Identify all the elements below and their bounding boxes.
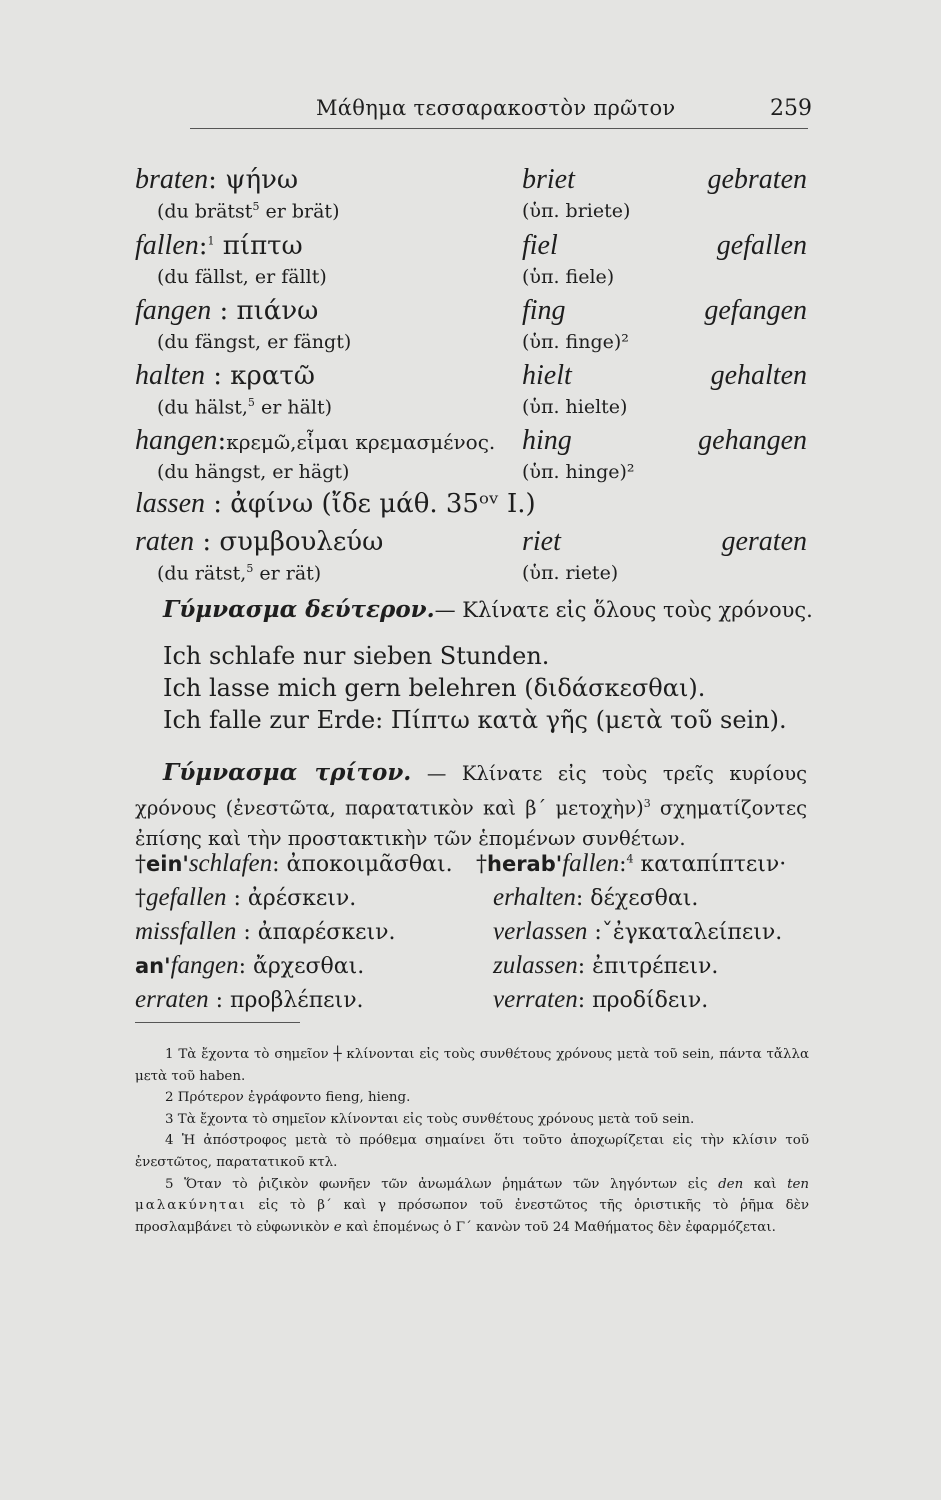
footnote: 2 Πρότερον ἐγράφοντο fieng, hieng. [165,1090,411,1106]
verb-meaning: πιάνω [228,296,319,326]
footnote: 5 Ὅταν τὸ ῥιζικὸν φωνῆεν τῶν ἀνωμάλων ῥημάτων τῶν ληγόντων εἰς den καὶ ten μαλακύνηται εἰς τὸ β΄ καὶ γ πρόσωπον τοῦ ἐνεστῶτος τῆς ὁριστικῆς τὸ ῥῆμα δὲν προσλαμβάνει τὸ εὐφωνικὸν e καὶ ἑπομένως ὁ Γ΄ κανὼν τοῦ 24 Μαθήματος δὲν ἐφαρμόζεται. [135,1176,809,1235]
footnote: 1 Τὰ ἔχοντα τὸ σημεῖον ┼ κλίνονται εἰς τοὺς συνθέτους χρόνους μετὰ τοῦ sein, πάντα τἄλλα μετὰ τοῦ haben. [135,1047,809,1084]
verb-subjunctive-note: (ὑπ. hielte) [522,396,628,418]
verb-meaning: ἀφίνω (ἴδε μάθ. 35ᵒᵛ I.) [222,489,536,519]
verb-infinitive-entry: raten : συμβουλεύω [135,526,384,557]
verb-infinitive: fangen [135,295,212,326]
verb-participle: gefallen [716,230,807,261]
verb-subjunctive-note: (ὑπ. fiele) [522,266,615,288]
verb-past: fiel [522,230,558,261]
compound-verb: verlassen :ˇἐγκαταλείπειν. [493,918,783,945]
footnote: 3 Τὰ ἔχοντα τὸ σημεῖον κλίνονται εἰς τοὺς συνθέτους χρόνους μετὰ τοῦ sein. [165,1111,695,1127]
exercise-3-heading: Γύμνασμα τρίτον. [163,759,412,786]
compound-verb: erraten : προβλέπειν. [135,986,364,1013]
running-header-title: Μάθημα τεσσαρακοστὸν πρῶτον [316,96,676,120]
verb-participle: geraten [721,526,807,557]
verb-meaning: ψήνω [216,165,299,195]
page-number: 259 [770,96,812,121]
verb-infinitive: halten [135,360,205,391]
verb-subjunctive-note: (ὑπ. briete) [522,200,631,222]
verb-subjunctive-note: (ὑπ. hinge)² [522,461,635,483]
header-divider [190,128,808,129]
verb-participle: gebraten [707,164,807,195]
compound-verb: †ein'schlafen: ἀποκοιμᾶσθαι. [135,850,453,877]
verb-infinitive-entry: fallen:$^1$ πίπτω [135,230,303,261]
verb-participle: gefangen [704,295,807,326]
compound-verb: an'fangen: ἄρχεσθαι. [135,952,365,979]
footnote: 4 Ἡ ἀπόστροφος μετὰ τὸ πρόθεμα σημαίνει ὅτι τοῦτο ἀποχωρίζεται εἰς τὴν κλίσιν τοῦ ἐνεστῶτος, παρατατικοῦ κτλ. [135,1133,809,1170]
verb-conjugation-note: (du brätst$^5$ er brät) [157,200,340,223]
verb-participle: gehalten [710,360,807,391]
exercise-sentence: Ich lasse mich gern belehren (διδάσκεσθαι). [163,674,706,702]
verb-subjunctive-note: (ὑπ. riete) [522,562,619,584]
verb-past: fing [522,295,566,326]
verb-infinitive: braten [135,164,209,195]
compound-verb: zulassen: ἐπιτρέπειν. [493,952,719,979]
verb-past: hing [522,425,572,456]
verb-conjugation-note: (du fängst, er fängt) [157,331,352,353]
verb-meaning: κρεμῶ,εἶμαι κρεμασμένος. [226,430,496,454]
verb-infinitive-entry: fangen : πιάνω [135,295,319,326]
footnote-divider [135,1022,300,1023]
verb-subjunctive-note: (ὑπ. finge)² [522,331,629,353]
verb-infinitive-entry: braten: ψήνω [135,164,299,195]
verb-infinitive: raten [135,526,195,557]
compound-verb: verraten: προδίδειν. [493,986,709,1013]
verb-infinitive: lassen [135,488,205,519]
verb-past: hielt [522,360,572,391]
verb-meaning: συμβουλεύω [211,527,384,557]
exercise-2-heading: Γύμνασμα δεύτερον.— Κλίνατε εἰς ὅλους τοὺς χρόνους. [163,596,813,623]
compound-verb: missfallen : ἀπαρέσκειν. [135,918,396,945]
verb-meaning: πίπτω [214,231,303,261]
verb-infinitive-entry: lassen : ἀφίνω (ἴδε μάθ. 35ᵒᵛ I.) [135,488,536,519]
verb-conjugation-note: (du hälst,$^5$ er hält) [157,396,333,419]
compound-verb: erhalten: δέχεσθαι. [493,884,699,911]
exercise-sentence: Ich falle zur Erde: Πίπτω κατὰ γῆς (μετὰ τοῦ sein). [163,706,787,734]
footnotes [135,1044,809,1238]
exercise-3-paragraph: Γύμνασμα τρίτον. — Κλίνατε εἰς τοὺς τρεῖς κυρίους χρόνους (ἐνεστῶτα, παρατατικὸν καὶ β΄ μετοχὴν)$^3$ σχηματίζοντες ἐπίσης καὶ τὴν προστακτικὴν τῶν ἑπομένων συνθέτων. [135,759,807,850]
compound-verb: †herab'fallen:$^4$ καταπίπτειν· [476,850,787,877]
verb-conjugation-note: (du fällst, er fällt) [157,266,327,288]
verb-conjugation-note: (du hängst, er hägt) [157,461,350,483]
verb-infinitive: fallen [135,230,199,261]
compound-verb: †gefallen : ἀρέσκειν. [135,884,357,911]
verb-infinitive-entry: halten : κρατῶ [135,360,315,391]
verb-past: briet [522,164,575,195]
verb-conjugation-note: (du rätst,$^5$ er rät) [157,562,322,585]
verb-meaning: κρατῶ [222,361,315,391]
verb-infinitive: hangen [135,425,218,456]
exercise-sentence: Ich schlafe nur sieben Stunden. [163,642,550,670]
verb-past: riet [522,526,561,557]
verb-participle: gehangen [698,425,807,456]
verb-infinitive-entry: hangen:κρεμῶ,εἶμαι κρεμασμένος. [135,425,496,456]
